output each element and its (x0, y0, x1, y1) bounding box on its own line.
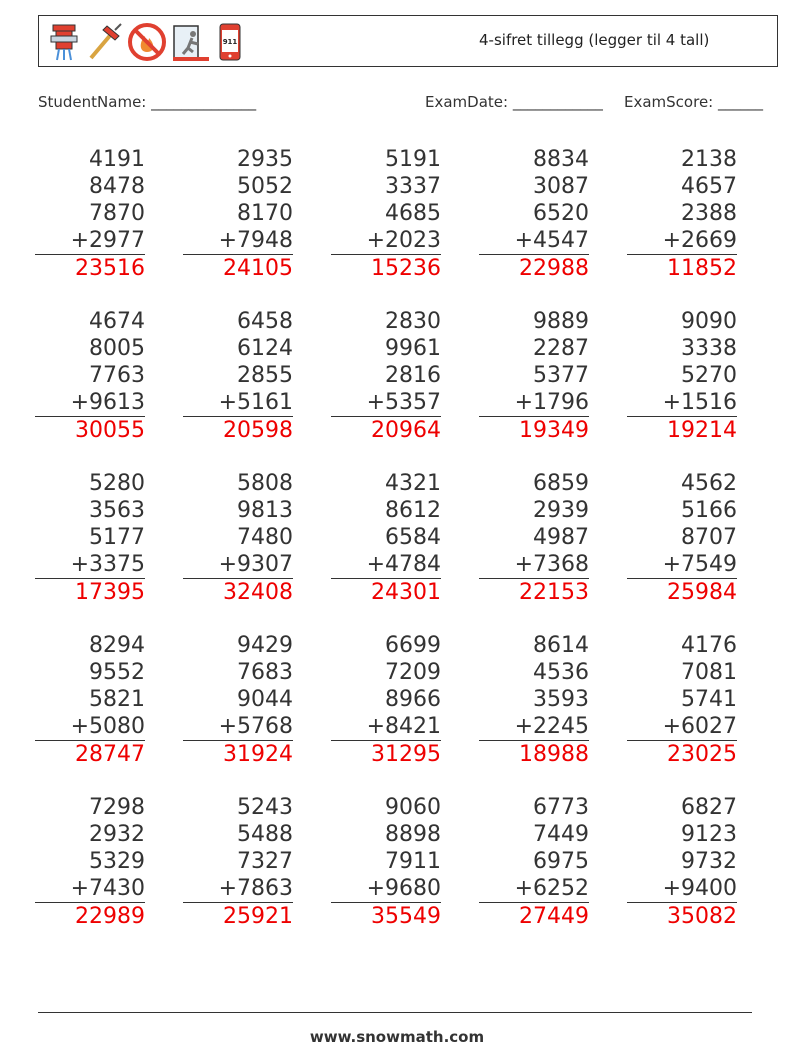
addend: 6699 (385, 633, 441, 658)
answer: 19214 (667, 418, 737, 443)
addend: 9813 (237, 498, 293, 523)
addend: 7298 (89, 795, 145, 820)
answer: 25921 (223, 904, 293, 929)
addition-problem (331, 470, 441, 606)
addend: 8966 (385, 687, 441, 712)
addend: 9429 (237, 633, 293, 658)
addend: 8834 (533, 147, 589, 172)
answer: 18988 (519, 742, 589, 767)
addend: 9961 (385, 336, 441, 361)
addend: 2816 (385, 363, 441, 388)
addend: 8478 (89, 174, 145, 199)
answer: 35549 (371, 904, 441, 929)
addend-with-operator: +7863 (183, 875, 293, 903)
header-box (38, 15, 778, 67)
addend: 5821 (89, 687, 145, 712)
addend-with-operator: +6252 (479, 875, 589, 903)
answer: 25984 (667, 580, 737, 605)
addend: 5808 (237, 471, 293, 496)
addend: 9090 (681, 309, 737, 334)
addend-with-operator: +4784 (331, 551, 441, 579)
answer: 22988 (519, 256, 589, 281)
addition-problem (479, 470, 589, 606)
svg-text:911: 911 (222, 38, 238, 46)
student-name-field: StudentName: ______________ (38, 93, 257, 111)
answer: 15236 (371, 256, 441, 281)
addend: 9123 (681, 822, 737, 847)
fire-axe-icon (85, 22, 123, 62)
answer: 31295 (371, 742, 441, 767)
answer: 24301 (371, 580, 441, 605)
addend-with-operator: +9613 (35, 389, 145, 417)
addend: 3563 (89, 498, 145, 523)
addend: 2939 (533, 498, 589, 523)
addend: 8612 (385, 498, 441, 523)
answer: 22153 (519, 580, 589, 605)
addition-problem (479, 632, 589, 768)
addend-with-operator: +7430 (35, 875, 145, 903)
footer-divider (38, 1012, 752, 1013)
answer: 23025 (667, 742, 737, 767)
addend: 8707 (681, 525, 737, 550)
addend: 4176 (681, 633, 737, 658)
addition-problem (331, 146, 441, 282)
addend: 2932 (89, 822, 145, 847)
answer: 35082 (667, 904, 737, 929)
addend: 5191 (385, 147, 441, 172)
answer: 19349 (519, 418, 589, 443)
addend-with-operator: +9680 (331, 875, 441, 903)
addend: 5177 (89, 525, 145, 550)
addend-with-operator: +5080 (35, 713, 145, 741)
addition-problem (35, 470, 145, 606)
addition-problem (627, 146, 737, 282)
exam-score-field: ExamScore: ______ (624, 93, 763, 111)
answer: 17395 (75, 580, 145, 605)
answer: 31924 (223, 742, 293, 767)
addend: 9889 (533, 309, 589, 334)
addend: 8170 (237, 201, 293, 226)
addend: 6975 (533, 849, 589, 874)
addend-with-operator: +1516 (627, 389, 737, 417)
addend: 7327 (237, 849, 293, 874)
addend: 3337 (385, 174, 441, 199)
addend: 4321 (385, 471, 441, 496)
addend: 5243 (237, 795, 293, 820)
addend: 5052 (237, 174, 293, 199)
answer: 27449 (519, 904, 589, 929)
icon-strip (47, 20, 245, 64)
addend: 7480 (237, 525, 293, 550)
addend: 7763 (89, 363, 145, 388)
addend-with-operator: +2669 (627, 227, 737, 255)
addition-problem (331, 632, 441, 768)
addition-problem (183, 794, 293, 930)
addend-with-operator: +4547 (479, 227, 589, 255)
footer-site: www.snowmath.com (309, 1028, 485, 1046)
addend: 4657 (681, 174, 737, 199)
addend: 7209 (385, 660, 441, 685)
addend: 7911 (385, 849, 441, 874)
addition-problem (627, 308, 737, 444)
addition-problem (35, 632, 145, 768)
addition-problem (627, 470, 737, 606)
addend: 8005 (89, 336, 145, 361)
addend-with-operator: +8421 (331, 713, 441, 741)
addition-problem (479, 794, 589, 930)
addend-with-operator: +5768 (183, 713, 293, 741)
addend: 2855 (237, 363, 293, 388)
addition-problem (627, 794, 737, 930)
addend: 4685 (385, 201, 441, 226)
addend: 5329 (89, 849, 145, 874)
addend-with-operator: +2977 (35, 227, 145, 255)
addend: 2388 (681, 201, 737, 226)
addend: 3338 (681, 336, 737, 361)
addend: 5377 (533, 363, 589, 388)
answer: 20964 (371, 418, 441, 443)
addend: 7870 (89, 201, 145, 226)
addition-problem (183, 146, 293, 282)
addition-problem (331, 308, 441, 444)
addend-with-operator: +7549 (627, 551, 737, 579)
addend: 5280 (89, 471, 145, 496)
addend: 6859 (533, 471, 589, 496)
addition-problem (35, 146, 145, 282)
answer: 24105 (223, 256, 293, 281)
addend: 4562 (681, 471, 737, 496)
addend-with-operator: +2245 (479, 713, 589, 741)
addition-problem (183, 470, 293, 606)
no-fire-icon (127, 22, 167, 62)
addition-problem (35, 794, 145, 930)
addend: 9044 (237, 687, 293, 712)
addend: 7081 (681, 660, 737, 685)
addend: 4674 (89, 309, 145, 334)
addend: 2138 (681, 147, 737, 172)
addend: 6458 (237, 309, 293, 334)
addition-problem (331, 794, 441, 930)
addend-with-operator: +2023 (331, 227, 441, 255)
addend: 9552 (89, 660, 145, 685)
addend-with-operator: +5161 (183, 389, 293, 417)
addend: 7449 (533, 822, 589, 847)
addend: 4191 (89, 147, 145, 172)
addition-problem (627, 632, 737, 768)
fire-hydrant-icon (47, 22, 81, 62)
addend: 5270 (681, 363, 737, 388)
addend-with-operator: +6027 (627, 713, 737, 741)
addend: 9060 (385, 795, 441, 820)
emergency-exit-icon (171, 22, 211, 62)
addend: 8294 (89, 633, 145, 658)
addend: 2287 (533, 336, 589, 361)
answer: 32408 (223, 580, 293, 605)
addend: 6520 (533, 201, 589, 226)
addend-with-operator: +9307 (183, 551, 293, 579)
addend: 4987 (533, 525, 589, 550)
worksheet-title: 4-sifret tillegg (legger til 4 tall) (479, 31, 710, 49)
addition-problem (479, 308, 589, 444)
addend: 6827 (681, 795, 737, 820)
addend-with-operator: +9400 (627, 875, 737, 903)
answer: 23516 (75, 256, 145, 281)
answer: 11852 (667, 256, 737, 281)
addend-with-operator: +5357 (331, 389, 441, 417)
addend: 2830 (385, 309, 441, 334)
addend: 6584 (385, 525, 441, 550)
addend-with-operator: +7368 (479, 551, 589, 579)
addend: 6773 (533, 795, 589, 820)
addend: 9732 (681, 849, 737, 874)
addend: 7683 (237, 660, 293, 685)
addend: 4536 (533, 660, 589, 685)
answer: 30055 (75, 418, 145, 443)
addition-problem (183, 308, 293, 444)
addend: 3087 (533, 174, 589, 199)
phone-911-icon (215, 22, 245, 62)
addend: 8614 (533, 633, 589, 658)
addend-with-operator: +1796 (479, 389, 589, 417)
addend: 6124 (237, 336, 293, 361)
answer: 20598 (223, 418, 293, 443)
addition-problem (35, 308, 145, 444)
answer: 22989 (75, 904, 145, 929)
addend: 5741 (681, 687, 737, 712)
addend: 5488 (237, 822, 293, 847)
answer: 28747 (75, 742, 145, 767)
addend-with-operator: +3375 (35, 551, 145, 579)
exam-date-field: ExamDate: ____________ (425, 93, 603, 111)
addition-problem (183, 632, 293, 768)
addend-with-operator: +7948 (183, 227, 293, 255)
addend: 5166 (681, 498, 737, 523)
addend: 2935 (237, 147, 293, 172)
addition-problem (479, 146, 589, 282)
addend: 3593 (533, 687, 589, 712)
addend: 8898 (385, 822, 441, 847)
